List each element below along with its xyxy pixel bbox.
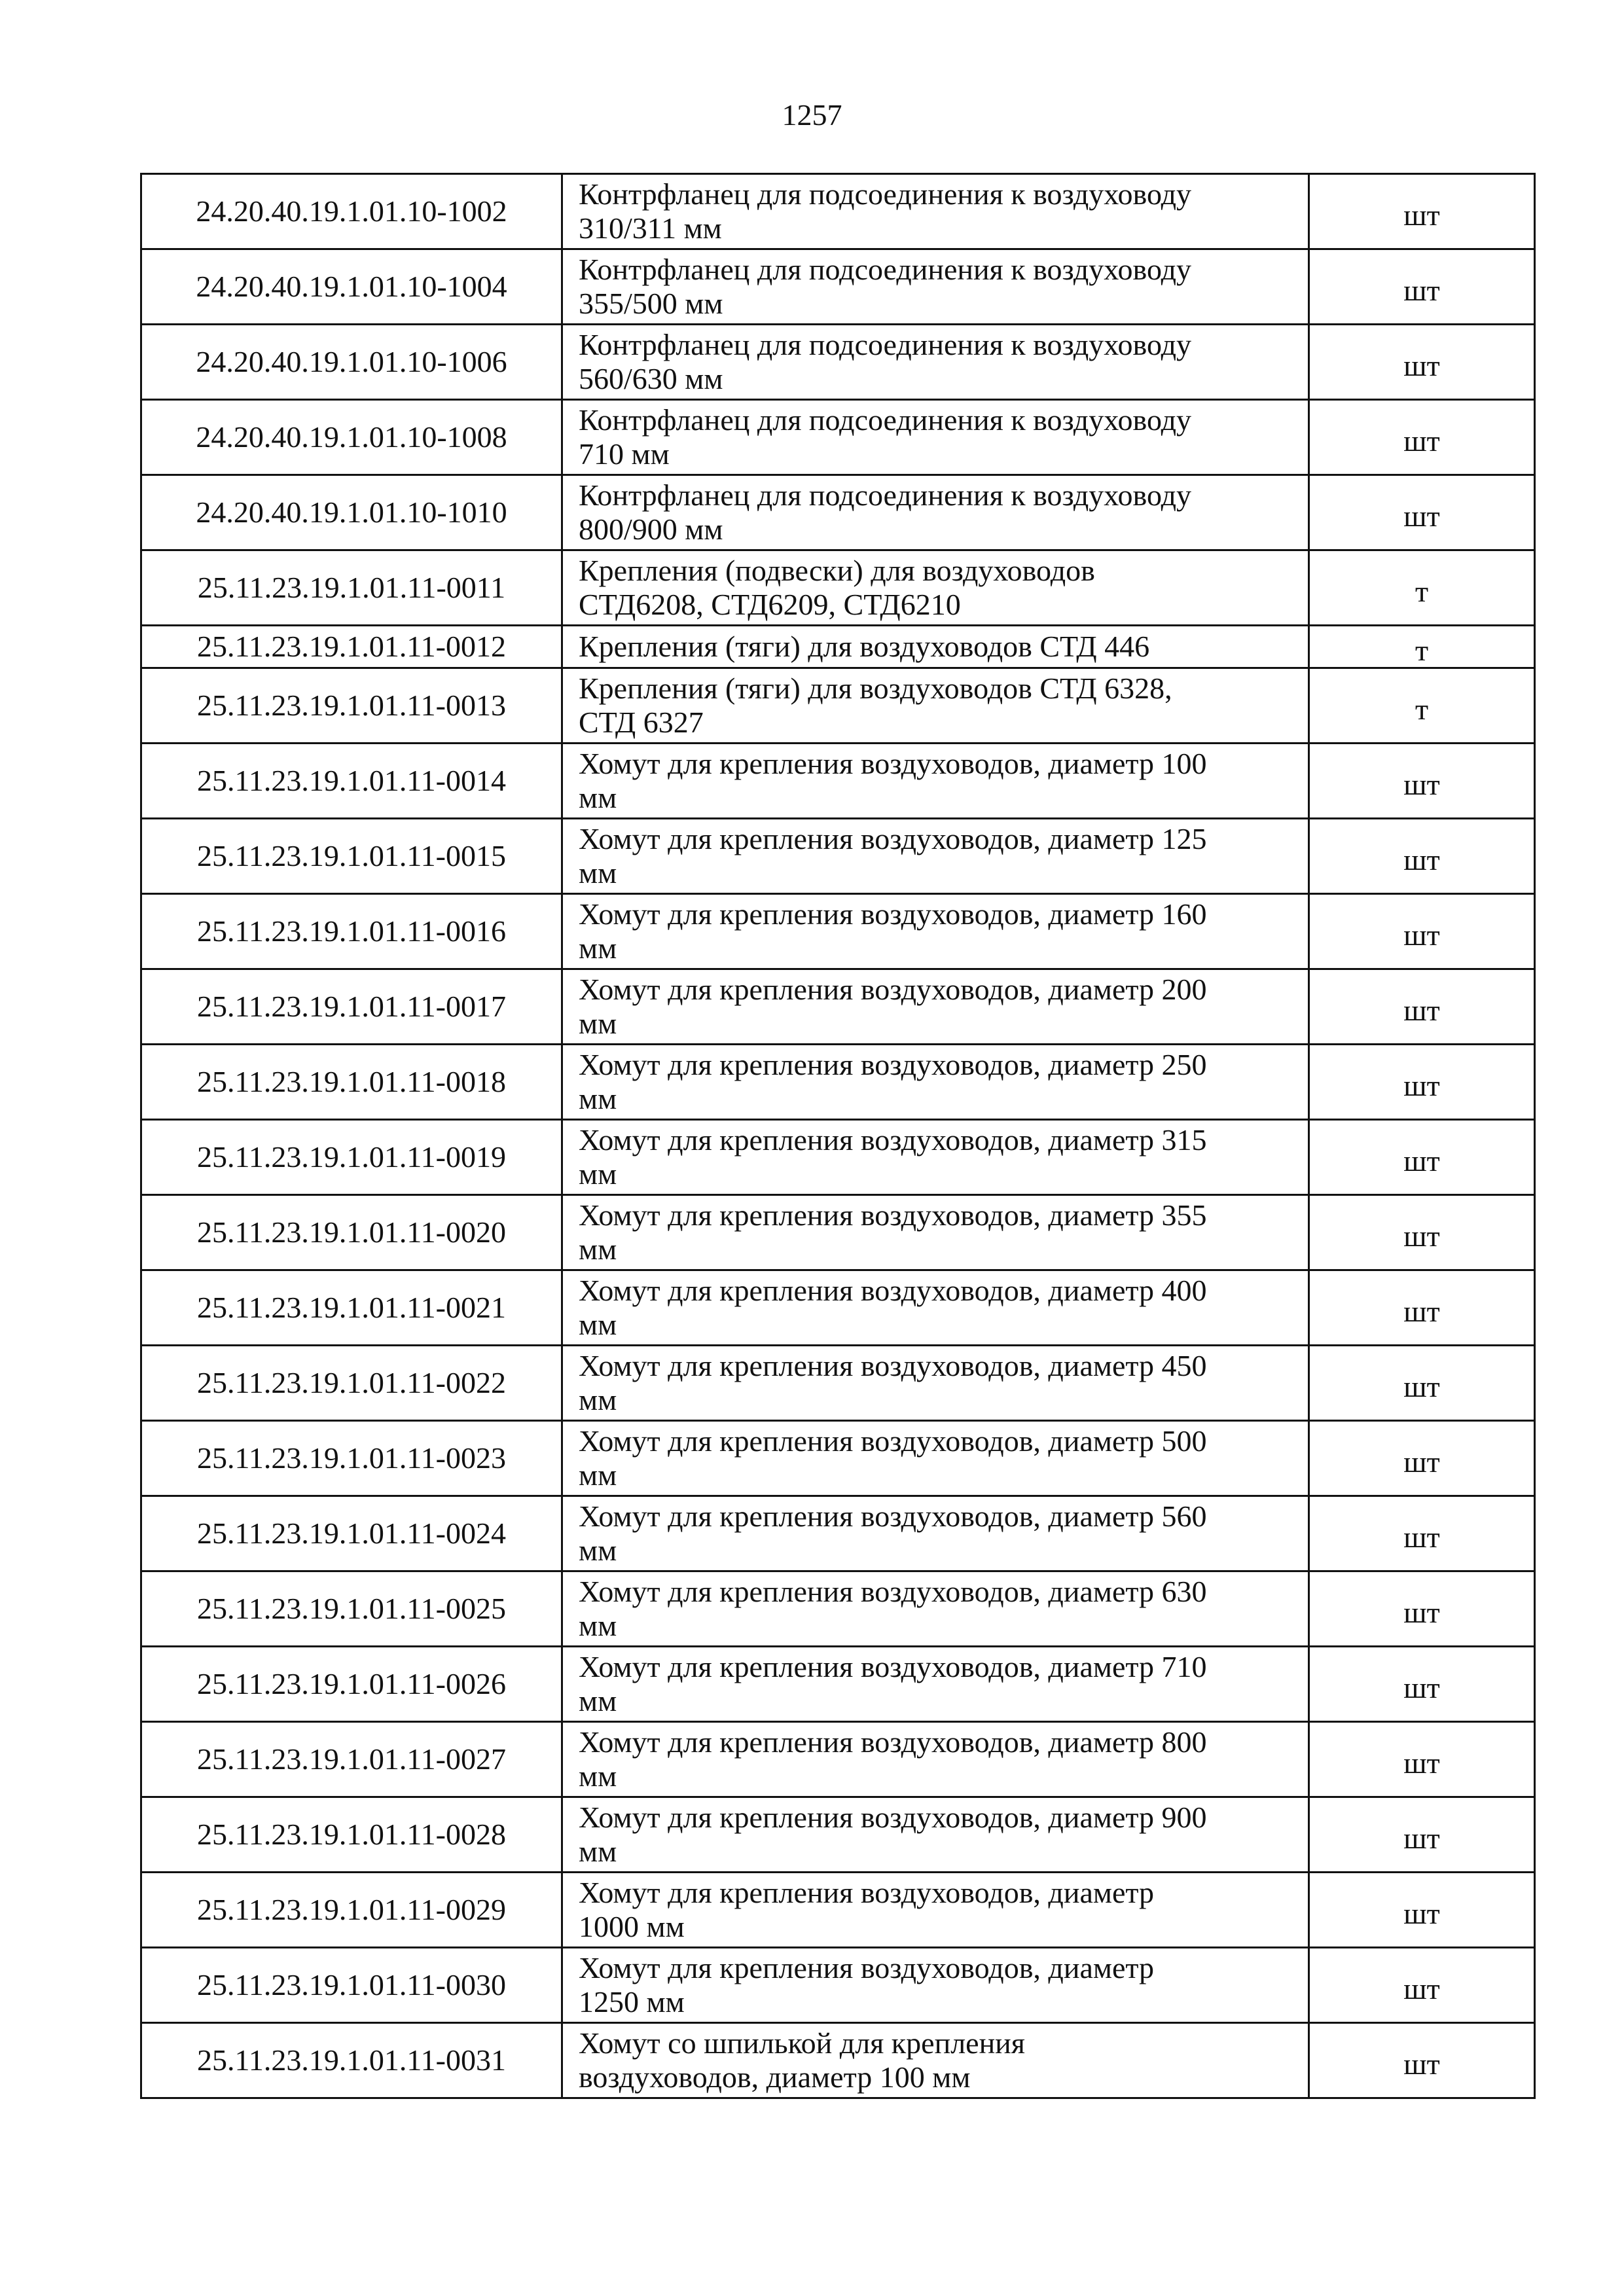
item-unit: шт xyxy=(1403,1821,1440,1855)
item-description xyxy=(562,1346,1309,1421)
item-description xyxy=(562,744,1309,819)
table-row xyxy=(141,1120,1535,1195)
description-line: Контрфланец для подсоединения к воздуховоду xyxy=(579,328,1192,361)
item-unit: шт xyxy=(1403,349,1440,382)
description-line: Хомут для крепления воздуховодов, диаметр 710 xyxy=(579,1650,1207,1683)
table-row xyxy=(141,475,1535,550)
description-line: Хомут для крепления воздуховодов, диаметр xyxy=(579,1876,1155,1909)
item-code: 24.20.40.19.1.01.10-1002 xyxy=(141,174,562,249)
item-unit-cell xyxy=(1309,2023,1535,2098)
description-line: Хомут для крепления воздуховодов, диаметр 800 xyxy=(579,1725,1207,1759)
item-unit: шт xyxy=(1403,1069,1440,1102)
item-code: 25.11.23.19.1.01.11-0017 xyxy=(141,969,562,1045)
table-row xyxy=(141,1571,1535,1647)
description-line: 310/311 мм xyxy=(579,211,722,245)
description-line: 800/900 мм xyxy=(579,512,723,546)
description-line: Хомут для крепления воздуховодов, диаметр 160 xyxy=(579,897,1207,931)
item-code: 25.11.23.19.1.01.11-0025 xyxy=(141,1571,562,1647)
item-code: 25.11.23.19.1.01.11-0016 xyxy=(141,894,562,969)
description-line: Хомут для крепления воздуховодов, диаметр 900 xyxy=(579,1801,1207,1834)
table-row xyxy=(141,668,1535,744)
table-row xyxy=(141,744,1535,819)
item-unit: т xyxy=(1415,575,1429,608)
description-line: Хомут со шпилькой для крепления xyxy=(579,2026,1025,2060)
item-unit: шт xyxy=(1403,994,1440,1027)
description-line: Хомут для крепления воздуховодов, диаметр 450 xyxy=(579,1349,1207,1382)
description-line: мм xyxy=(579,856,617,889)
item-description xyxy=(562,1120,1309,1195)
item-unit: т xyxy=(1415,692,1429,726)
item-unit: шт xyxy=(1403,1219,1440,1253)
item-description xyxy=(562,1647,1309,1722)
item-description xyxy=(562,400,1309,475)
table-row xyxy=(141,1797,1535,1873)
item-unit-cell xyxy=(1309,475,1535,550)
item-description xyxy=(562,325,1309,400)
item-code: 25.11.23.19.1.01.11-0027 xyxy=(141,1722,562,1797)
item-unit-cell xyxy=(1309,1346,1535,1421)
item-description xyxy=(562,1722,1309,1797)
description-line: мм xyxy=(579,1308,617,1341)
item-unit-cell xyxy=(1309,1496,1535,1571)
item-description xyxy=(562,819,1309,894)
item-unit-cell xyxy=(1309,744,1535,819)
table-row xyxy=(141,1195,1535,1270)
item-code: 25.11.23.19.1.01.11-0022 xyxy=(141,1346,562,1421)
item-code: 24.20.40.19.1.01.10-1006 xyxy=(141,325,562,400)
item-description xyxy=(562,626,1309,668)
item-code: 25.11.23.19.1.01.11-0028 xyxy=(141,1797,562,1873)
description-line: 710 мм xyxy=(579,437,670,471)
item-code: 24.20.40.19.1.01.10-1010 xyxy=(141,475,562,550)
item-unit-cell xyxy=(1309,668,1535,744)
item-unit: шт xyxy=(1403,1370,1440,1403)
description-line: мм xyxy=(579,1007,617,1040)
item-description xyxy=(562,1873,1309,1948)
description-line: Хомут для крепления воздуховодов, диаметр 355 xyxy=(579,1198,1207,1232)
description-line: Хомут для крепления воздуховодов, диаметр 125 xyxy=(579,822,1207,855)
item-unit: т xyxy=(1415,634,1429,667)
item-unit-cell xyxy=(1309,1647,1535,1722)
item-description xyxy=(562,969,1309,1045)
item-code: 25.11.23.19.1.01.11-0030 xyxy=(141,1948,562,2023)
item-code: 24.20.40.19.1.01.10-1004 xyxy=(141,249,562,325)
description-line: Контрфланец для подсоединения к воздуховоду xyxy=(579,253,1192,286)
description-line: мм xyxy=(579,1609,617,1642)
item-description xyxy=(562,2023,1309,2098)
table-row xyxy=(141,249,1535,325)
description-line: Хомут для крепления воздуховодов, диаметр 400 xyxy=(579,1274,1207,1307)
item-unit: шт xyxy=(1403,424,1440,457)
table-row xyxy=(141,1496,1535,1571)
item-unit: шт xyxy=(1403,768,1440,801)
description-line: воздуховодов, диаметр 100 мм xyxy=(579,2060,971,2094)
item-unit: шт xyxy=(1403,1746,1440,1780)
description-line: мм xyxy=(579,1534,617,1567)
item-unit: шт xyxy=(1403,1897,1440,1930)
item-code: 25.11.23.19.1.01.11-0020 xyxy=(141,1195,562,1270)
description-line: мм xyxy=(579,931,617,965)
description-line: мм xyxy=(579,1232,617,1266)
table-row xyxy=(141,1722,1535,1797)
materials-table xyxy=(140,173,1536,2099)
description-line: СТД6208, СТД6209, СТД6210 xyxy=(579,588,961,621)
description-line: Хомут для крепления воздуховодов, диаметр 200 xyxy=(579,973,1207,1006)
item-code: 25.11.23.19.1.01.11-0012 xyxy=(141,626,562,668)
item-description xyxy=(562,475,1309,550)
item-unit: шт xyxy=(1403,1520,1440,1554)
item-code: 25.11.23.19.1.01.11-0029 xyxy=(141,1873,562,1948)
table-row xyxy=(141,969,1535,1045)
item-code: 25.11.23.19.1.01.11-0024 xyxy=(141,1496,562,1571)
description-line: Хомут для крепления воздуховодов, диаметр 630 xyxy=(579,1575,1207,1608)
item-code: 25.11.23.19.1.01.11-0019 xyxy=(141,1120,562,1195)
description-line: Контрфланец для подсоединения к воздуховоду xyxy=(579,478,1192,512)
item-unit-cell xyxy=(1309,894,1535,969)
item-code: 24.20.40.19.1.01.10-1008 xyxy=(141,400,562,475)
item-description xyxy=(562,1270,1309,1346)
table-row xyxy=(141,1346,1535,1421)
item-unit: шт xyxy=(1403,1596,1440,1629)
item-unit-cell xyxy=(1309,1045,1535,1120)
item-unit-cell xyxy=(1309,626,1535,668)
item-description xyxy=(562,550,1309,626)
item-unit: шт xyxy=(1403,1295,1440,1328)
item-code: 25.11.23.19.1.01.11-0013 xyxy=(141,668,562,744)
item-unit: шт xyxy=(1403,843,1440,876)
item-unit-cell xyxy=(1309,1571,1535,1647)
item-unit-cell xyxy=(1309,249,1535,325)
item-description xyxy=(562,1797,1309,1873)
item-unit: шт xyxy=(1403,1445,1440,1479)
item-unit-cell xyxy=(1309,1421,1535,1496)
table-row xyxy=(141,1270,1535,1346)
item-code: 25.11.23.19.1.01.11-0021 xyxy=(141,1270,562,1346)
table-row xyxy=(141,819,1535,894)
table-row xyxy=(141,325,1535,400)
description-line: 560/630 мм xyxy=(579,362,723,395)
description-line: мм xyxy=(579,1835,617,1868)
item-unit: шт xyxy=(1403,1671,1440,1704)
item-unit: шт xyxy=(1403,274,1440,307)
item-code: 25.11.23.19.1.01.11-0026 xyxy=(141,1647,562,1722)
table-row xyxy=(141,550,1535,626)
item-description xyxy=(562,668,1309,744)
item-description xyxy=(562,1195,1309,1270)
description-line: Контрфланец для подсоединения к воздуховоду xyxy=(579,403,1192,437)
description-line: мм xyxy=(579,1759,617,1793)
item-unit-cell xyxy=(1309,1120,1535,1195)
description-line: Хомут для крепления воздуховодов, диаметр 250 xyxy=(579,1048,1207,1081)
table-row xyxy=(141,894,1535,969)
item-unit: шт xyxy=(1403,499,1440,533)
item-unit: шт xyxy=(1403,1144,1440,1177)
description-line: мм xyxy=(579,1157,617,1191)
description-line: 1000 мм xyxy=(579,1910,685,1943)
description-line: 1250 мм xyxy=(579,1985,685,2018)
description-line: мм xyxy=(579,1383,617,1416)
description-line: Крепления (подвески) для воздуховодов xyxy=(579,554,1095,587)
description-line: Контрфланец для подсоединения к воздуховоду xyxy=(579,177,1192,211)
item-unit-cell xyxy=(1309,400,1535,475)
table-row xyxy=(141,626,1535,668)
description-line: Крепления (тяги) для воздуховодов СТД 6328, xyxy=(579,672,1172,705)
item-description xyxy=(562,1496,1309,1571)
item-unit-cell xyxy=(1309,1797,1535,1873)
item-code: 25.11.23.19.1.01.11-0018 xyxy=(141,1045,562,1120)
item-code: 25.11.23.19.1.01.11-0011 xyxy=(141,550,562,626)
table-row xyxy=(141,400,1535,475)
item-code: 25.11.23.19.1.01.11-0031 xyxy=(141,2023,562,2098)
description-line: Хомут для крепления воздуховодов, диаметр xyxy=(579,1951,1155,1984)
item-description xyxy=(562,1571,1309,1647)
item-unit-cell xyxy=(1309,1195,1535,1270)
description-line: мм xyxy=(579,1458,617,1492)
item-unit-cell xyxy=(1309,174,1535,249)
table-row xyxy=(141,1647,1535,1722)
description-line: мм xyxy=(579,1684,617,1717)
item-description xyxy=(562,1421,1309,1496)
description-line: СТД 6327 xyxy=(579,706,704,739)
table-row xyxy=(141,1948,1535,2023)
item-code: 25.11.23.19.1.01.11-0015 xyxy=(141,819,562,894)
item-code: 25.11.23.19.1.01.11-0014 xyxy=(141,744,562,819)
item-unit-cell xyxy=(1309,1873,1535,1948)
description-line: Хомут для крепления воздуховодов, диаметр 100 xyxy=(579,747,1207,780)
item-unit: шт xyxy=(1403,2047,1440,2081)
description-line: Хомут для крепления воздуховодов, диаметр 560 xyxy=(579,1499,1207,1533)
table-row xyxy=(141,1045,1535,1120)
item-description xyxy=(562,249,1309,325)
table-body xyxy=(141,174,1535,2098)
item-unit-cell xyxy=(1309,550,1535,626)
description-line: мм xyxy=(579,1082,617,1115)
item-description xyxy=(562,1045,1309,1120)
item-unit-cell xyxy=(1309,819,1535,894)
description-line: мм xyxy=(579,781,617,814)
item-code: 25.11.23.19.1.01.11-0023 xyxy=(141,1421,562,1496)
item-unit: шт xyxy=(1403,198,1440,232)
description-line: Крепления (тяги) для воздуховодов СТД 446 xyxy=(579,630,1150,663)
description-line: Хомут для крепления воздуховодов, диаметр 500 xyxy=(579,1424,1207,1458)
item-unit-cell xyxy=(1309,1722,1535,1797)
table-row xyxy=(141,2023,1535,2098)
page-number: 1257 xyxy=(782,98,842,132)
item-description xyxy=(562,894,1309,969)
table-row xyxy=(141,1873,1535,1948)
item-unit-cell xyxy=(1309,1948,1535,2023)
item-unit-cell xyxy=(1309,969,1535,1045)
item-unit: шт xyxy=(1403,1972,1440,2005)
table-row xyxy=(141,174,1535,249)
item-description xyxy=(562,1948,1309,2023)
table-row xyxy=(141,1421,1535,1496)
item-unit-cell xyxy=(1309,325,1535,400)
item-description xyxy=(562,174,1309,249)
description-line: Хомут для крепления воздуховодов, диаметр 315 xyxy=(579,1123,1207,1157)
description-line: 355/500 мм xyxy=(579,287,723,320)
item-unit: шт xyxy=(1403,918,1440,952)
item-unit-cell xyxy=(1309,1270,1535,1346)
